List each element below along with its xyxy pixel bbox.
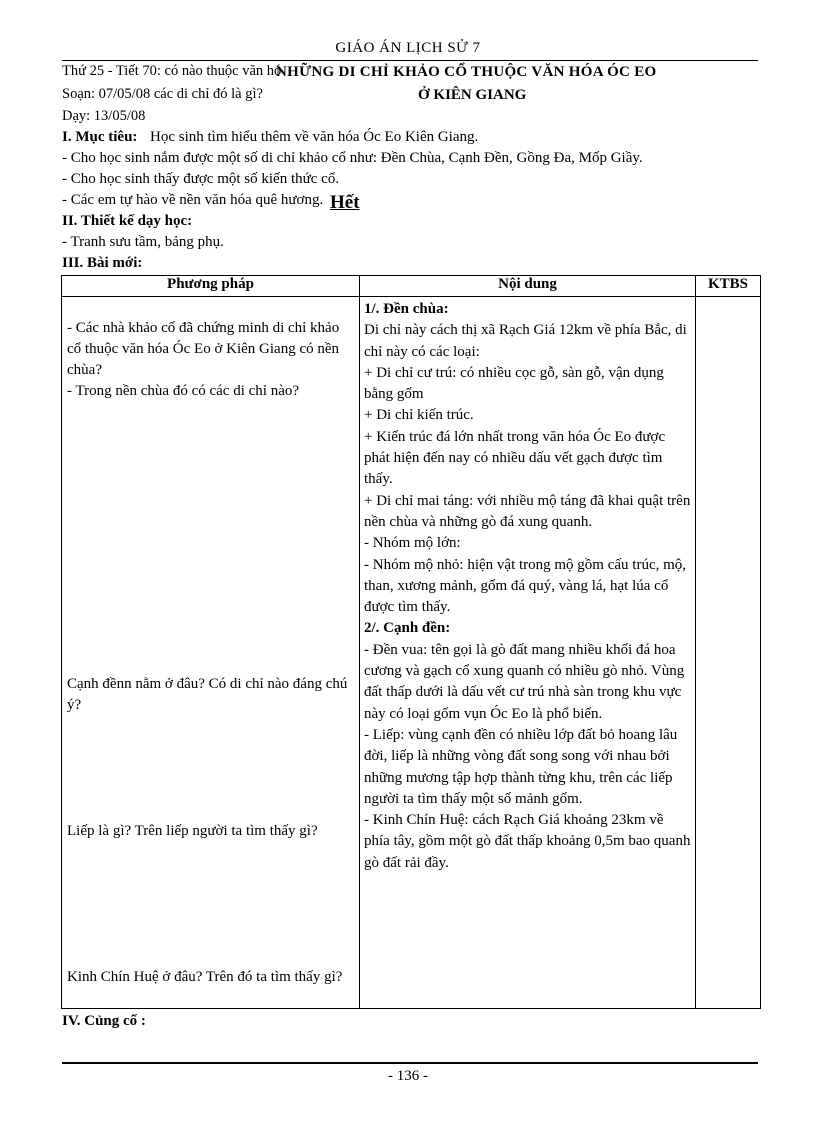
end-marker: Hết xyxy=(330,192,360,213)
objective-item: - Các em tự hào về nền văn hóa quê hương. xyxy=(62,192,324,208)
content-paragraph: - Kinh Chín Huệ: cách Rạch Giá khoảng 23km về phía tây, gồm một gò đất thấp khoảng 0,5m bao quanh gò đất rải đầy. xyxy=(364,812,691,871)
content-paragraph: - Nhóm mộ nhỏ: hiện vật trong mộ gồm cấu trúc, mộ, than, xương mảnh, gốm đá quý, vàng lá, hạt lúa cổ được tìm thấy. xyxy=(364,556,687,616)
teacher-question: Liếp là gì? Trên liếp người ta tìm thấy gì? xyxy=(67,823,318,839)
method-column xyxy=(62,297,360,1009)
content-paragraph: + Di chỉ cư trú: có nhiều cọc gỗ, sàn gỗ, vận dụng bằng gốm xyxy=(364,364,664,403)
header-rule xyxy=(62,60,758,61)
consolidation-heading: IV. Củng cố : xyxy=(62,1013,146,1029)
section-heading: 2/. Cạnh đền: xyxy=(364,620,451,637)
design-item: - Tranh sưu tầm, bảng phụ. xyxy=(62,234,224,250)
teacher-question: - Trong nền chùa đó có các di chỉ nào? xyxy=(67,383,300,399)
objective-item: - Cho học sinh thấy được một số kiến thức cổ. xyxy=(62,171,340,187)
lesson-heading: III. Bài mới: xyxy=(62,255,143,271)
content-paragraph: - Nhóm mộ lớn: xyxy=(364,535,461,552)
lesson-table xyxy=(61,275,761,1009)
page-number: - 136 - xyxy=(388,1068,428,1084)
teacher-question: - Các nhà khảo cổ đã chứng minh di chỉ khảo cổ thuộc văn hóa Óc Eo ở Kiên Giang có nền chùa? xyxy=(67,320,340,378)
ktbs-column xyxy=(696,297,761,1009)
objectives-lead: Học sinh tìm hiểu thêm về văn hóa Óc Eo Kiên Giang. xyxy=(150,129,479,145)
teacher-question: Kinh Chín Huệ ở đâu? Trên đó ta tìm thấy gì? xyxy=(67,969,343,985)
page-header-title: GIÁO ÁN LỊCH SỬ 7 xyxy=(335,40,481,56)
lesson-meta-line-2: Soạn: 07/05/08 các di chỉ đó là gì? xyxy=(62,86,263,102)
lesson-title-line-1: NHỮNG DI CHỈ KHẢO CỔ THUỘC VĂN HÓA ÓC EO xyxy=(276,64,657,80)
lesson-meta-line-3: Dạy: 13/05/08 xyxy=(62,108,146,124)
footer-rule xyxy=(62,1062,758,1064)
objective-item: - Cho học sinh nắm được một số di chỉ khảo cổ như: Đền Chùa, Cạnh Đền, Gồng Đa, Mốp Giầy. xyxy=(62,150,643,166)
column-header-ktbs: KTBS xyxy=(696,276,761,297)
content-column xyxy=(360,297,696,1009)
content-paragraph: + Di chỉ kiến trúc. xyxy=(364,407,474,424)
lesson-meta-line-1: Thứ 25 - Tiết 70: có nào thuộc văn hó xyxy=(62,63,282,79)
teacher-question: Cạnh đềnn nằm ở đâu? Có di chỉ nào đáng chú ý? xyxy=(67,676,348,713)
design-heading: II. Thiết kế dạy học: xyxy=(62,213,193,229)
section-heading: 1/. Đền chùa: xyxy=(364,301,449,317)
objectives-heading: I. Mục tiêu: xyxy=(62,129,138,145)
content-paragraph: - Đền vua: tên gọi là gò đất mang nhiều khối đá hoa cương và gạch cổ xung quanh có nhiều gò nhỏ. Vùng đất thấp dưới là dấu vết cư trú nhà sàn trong khu vực này có loại gốm vụn Óc Eo là phổ biến. xyxy=(364,641,685,722)
column-header-content: Nội dung xyxy=(360,276,696,297)
lesson-title-line-2: Ở KIÊN GIANG xyxy=(418,87,527,103)
content-paragraph: + Di chỉ mai táng: với nhiều mộ táng đã khai quật trên nền chùa và những gò đá xung quanh. xyxy=(364,492,691,530)
content-paragraph: + Kiến trúc đá lớn nhất trong văn hóa Óc Eo được phát hiện đến nay có nhiều dấu vết gạch được tìm thấy. xyxy=(364,428,666,488)
content-paragraph: Di chỉ này cách thị xã Rạch Giá 12km về phía Bắc, di chỉ này có các loại: xyxy=(364,322,687,360)
column-header-method: Phương pháp xyxy=(62,276,360,297)
content-paragraph: - Liếp: vùng cạnh đền có nhiều lớp đất bỏ hoang lâu đời, liếp là những vòng đất song song với nhau bởi những mương tập hợp thành từng khu, trên các liếp người ta tìm thấy một số mảnh gốm. xyxy=(364,726,678,807)
